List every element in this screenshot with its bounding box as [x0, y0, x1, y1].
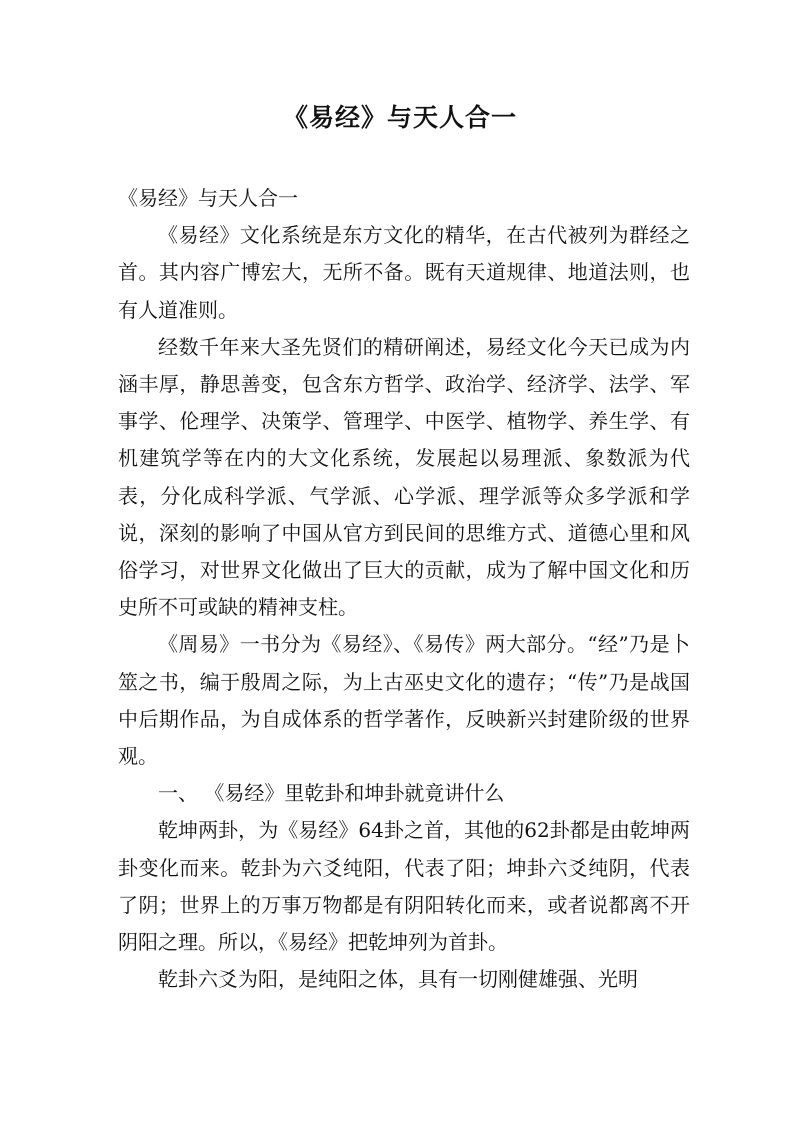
document-subtitle: 《易经》与天人合一: [118, 186, 298, 210]
paragraph-qian-kun: 乾坤两卦，为《易经》64卦之首，其他的62卦都是由乾坤两卦变化而来。乾卦为六爻纯阳，代表了阳；坤卦六爻纯阴，代表了阴；世界上的万事万物都是有阴阳转化而来，或者说都离不开阴阳之理。所以，《易经》把乾坤列为首卦。: [118, 818, 690, 955]
paragraph-zhouyi: 《周易》一书分为《易经》、《易传》两大部分。“经”乃是卜筮之书，编于殷周之际，为上古巫史文化的遗存；“传”乃是战国中后期作品，为自成体系的哲学著作，反映新兴封建阶级的世界观。: [118, 632, 690, 769]
paragraph-culture-system: 经数千年来大圣先贤们的精研阐述，易经文化今天已成为内涵丰厚，静思善变，包含东方哲学、政治学、经济学、法学、军事学、伦理学、决策学、管理学、中医学、植物学、养生学、有机建筑学等在内的大文化系统，发展起以易理派、象数派为代表，分化成科学派、气学派、心学派、理学派等众多学派和学说，深刻的影响了中国从官方到民间的思维方式、道德心里和风俗学习，对世界文化做出了巨大的贡献，成为了解中国文化和历史所不可或缺的精神支柱。: [118, 334, 690, 620]
paragraph-intro: 《易经》文化系统是东方文化的精华，在古代被列为群经之首。其内容广博宏大，无所不备。既有天道规律、地道法则，也有人道准则。: [118, 223, 690, 322]
section-heading: 一、 《易经》里乾卦和坤卦就竟讲什么: [158, 781, 505, 806]
document-title: 《易经》与天人合一: [282, 103, 517, 132]
paragraph-qian-gua: 乾卦六爻为阳，是纯阳之体，具有一切刚健雄强、光明: [158, 967, 638, 992]
document-body: [118, 180, 690, 998]
